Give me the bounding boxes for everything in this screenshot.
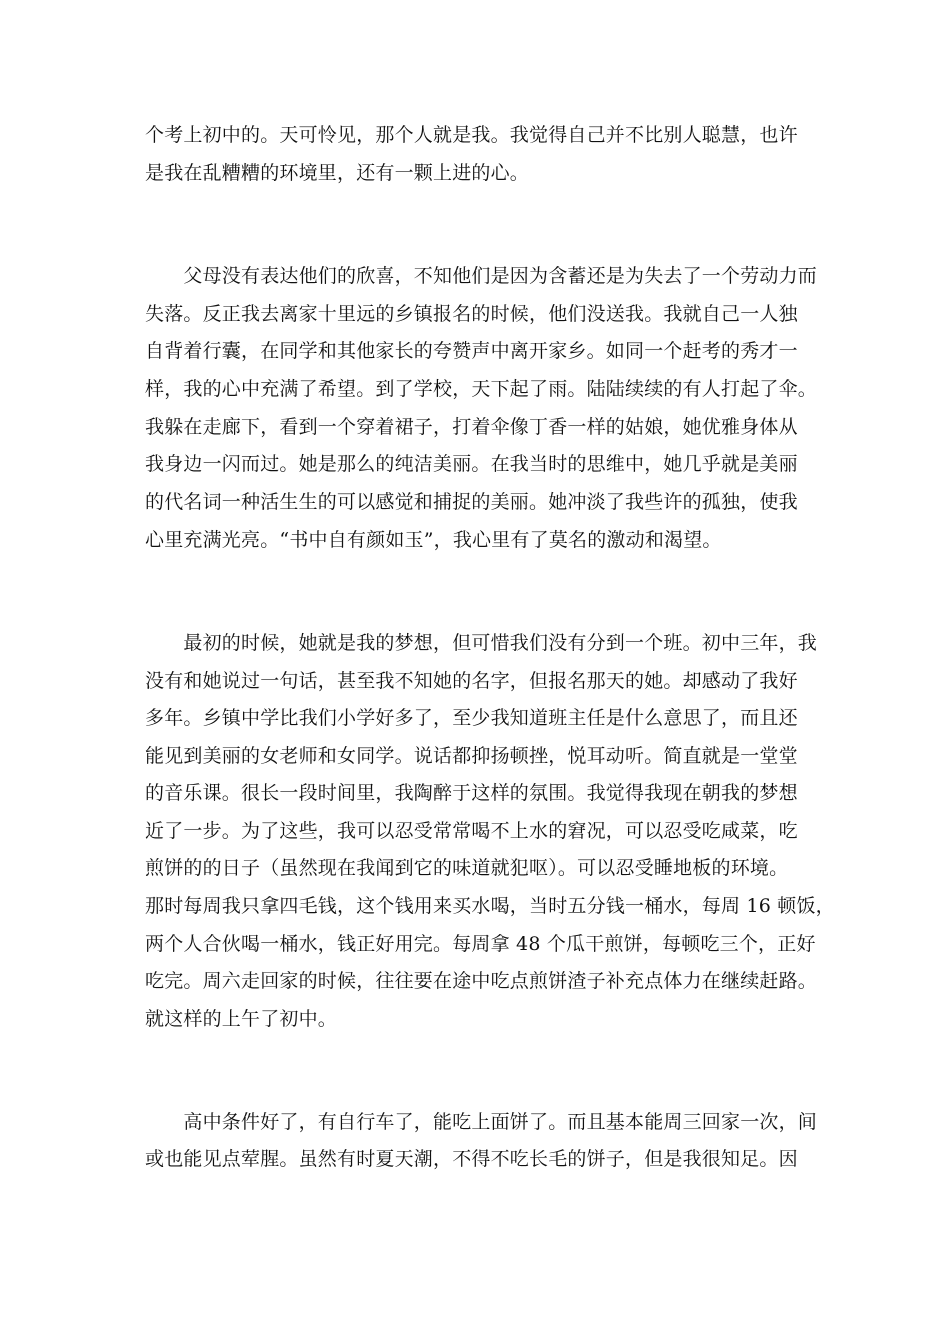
text-line: 的音乐课。很长一段时间里，我陶醉于这样的氛围。我觉得我现在朝我的梦想 (145, 782, 798, 804)
text-line: 就这样的上午了初中。 (145, 1008, 338, 1030)
text-line: 我躲在走廊下，看到一个穿着裙子，打着伞像丁香一样的姑娘，她优雅身体从 (145, 416, 798, 438)
text-line: 高中条件好了，有自行车了，能吃上面饼了。而且基本能周三回家一次，间 (145, 1111, 818, 1133)
text-line: 自背着行囊，在同学和其他家长的夸赞声中离开家乡。如同一个赶考的秀才一 (145, 340, 798, 362)
text-line: 的代名词一种活生生的可以感觉和捕捉的美丽。她冲淡了我些许的孤独，使我 (145, 491, 798, 513)
text-line: 最初的时候，她就是我的梦想，但可惜我们没有分到一个班。初中三年，我 (145, 632, 818, 654)
text-line: 样，我的心中充满了希望。到了学校，天下起了雨。陆陆续续的有人打起了伞。 (145, 378, 818, 400)
text-line: 两个人合伙喝一桶水，钱正好用完。每周拿 48 个瓜干煎饼，每顿吃三个，正好 (145, 933, 816, 955)
text-line: 煎饼的的日子（虽然现在我闻到它的味道就犯呕）。可以忍受睡地板的环境。 (145, 857, 789, 879)
text-line: 失落。反正我去离家十里远的乡镇报名的时候，他们没送我。我就自己一人独 (145, 303, 798, 325)
text-line: 心里充满光亮。“书中自有颜如玉”，我心里有了莫名的激动和渴望。 (145, 529, 722, 551)
text-line: 多年。乡镇中学比我们小学好多了，至少我知道班主任是什么意思了，而且还 (145, 707, 798, 729)
text-line: 我身边一闪而过。她是那么的纯洁美丽。在我当时的思维中，她几乎就是美丽 (145, 453, 798, 475)
text-line: 能见到美丽的女老师和女同学。说话都抑扬顿挫，悦耳动听。简直就是一堂堂 (145, 745, 798, 767)
text-line: 是我在乱糟糟的环境里，还有一颗上进的心。 (145, 162, 530, 184)
text-line: 或也能见点荤腥。虽然有时夏天潮，不得不吃长毛的饼子，但是我很知足。因 (145, 1148, 798, 1170)
text-line: 近了一步。为了这些，我可以忍受常常喝不上水的窘况，可以忍受吃咸菜，吃 (145, 820, 798, 842)
text-line: 没有和她说过一句话，甚至我不知她的名字，但报名那天的她。却感动了我好 (145, 670, 798, 692)
text-line: 吃完。周六走回家的时候，往往要在途中吃点煎饼渣子补充点体力在继续赶路。 (145, 970, 818, 992)
text-line: 那时每周我只拿四毛钱，这个钱用来买水喝，当时五分钱一桶水，每周 16 顿饭， (145, 895, 835, 917)
text-line: 父母没有表达他们的欣喜，不知他们是因为含蓄还是为失去了一个劳动力而 (145, 265, 818, 287)
text-line: 个考上初中的。天可怜见，那个人就是我。我觉得自己并不比别人聪慧，也许 (145, 124, 798, 146)
